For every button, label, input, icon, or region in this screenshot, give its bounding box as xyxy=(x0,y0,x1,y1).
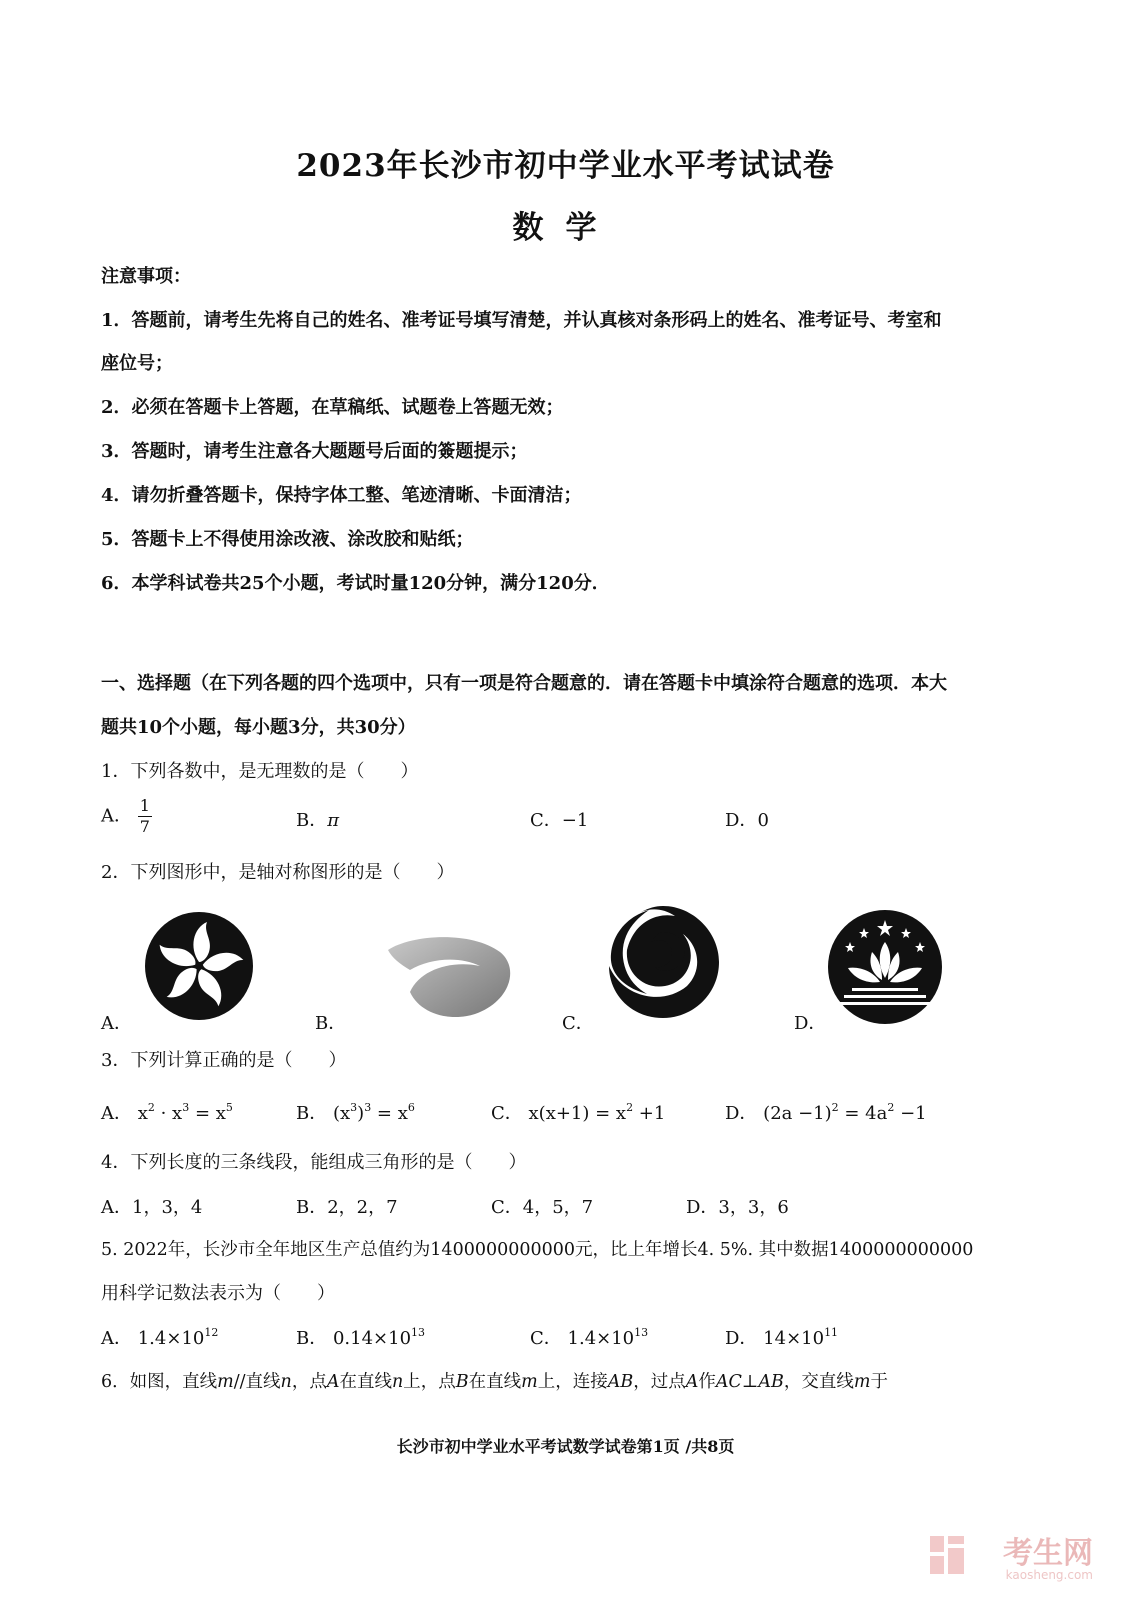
expr-part: ) xyxy=(357,1103,365,1124)
section-heading-cont: 题共10个小题，每小题3分，共30分） xyxy=(101,717,416,738)
expr-part: 0.14×10 xyxy=(332,1328,412,1349)
exponent: 6 xyxy=(407,1101,415,1114)
q3-option-b xyxy=(296,1099,415,1125)
expr-part: · x xyxy=(154,1103,183,1124)
hongkong-bauhinia-emblem-icon xyxy=(143,910,255,1022)
notice-item: 4．请勿折叠答题卡，保持字体工整、笔迹清晰、卡面清洁； xyxy=(101,485,582,506)
question-5-stem: 5. 2022年，长沙市全年地区生产总值约为1400000000000元，比上年增长4. 5%. 其中数据1400000000000 xyxy=(101,1240,974,1260)
expr-part: x xyxy=(137,1103,148,1124)
q1-option-a xyxy=(101,796,152,837)
option-label: A． xyxy=(101,1328,132,1349)
watermark xyxy=(1003,1528,1093,1582)
math-var: m xyxy=(521,1372,538,1392)
math-var: m xyxy=(853,1372,871,1392)
fraction xyxy=(138,796,152,837)
expr-part: = x xyxy=(189,1103,226,1124)
notice-item: 3．答题时，请考生注意各大题题号后面的簽题提示； xyxy=(101,441,528,462)
watermark-logo-icon xyxy=(928,1534,966,1576)
q3-option-d xyxy=(725,1099,927,1125)
q5-option-d xyxy=(725,1324,838,1350)
option-label: D． xyxy=(725,1103,758,1124)
q2-option-b-label: B． xyxy=(315,1013,347,1034)
question-4-stem: 4．下列长度的三条线段，能组成三角形的是（ ） xyxy=(101,1152,527,1173)
swirl-logo-icon xyxy=(603,902,723,1022)
question-5-stem-cont: 用科学记数法表示为（ ） xyxy=(101,1283,335,1304)
option-label: B． xyxy=(296,1103,328,1124)
option-label: C． xyxy=(530,810,562,831)
exponent: 3 xyxy=(182,1101,190,1114)
math-var: A xyxy=(326,1372,340,1392)
math-var: AC xyxy=(715,1372,742,1392)
fraction-denominator: 7 xyxy=(139,817,150,836)
option-label: D． xyxy=(725,810,758,831)
text-part: 作 xyxy=(698,1372,716,1392)
q3-option-c xyxy=(491,1099,665,1125)
option-value: π xyxy=(327,810,340,831)
q4-option-c: C．4，5，7 xyxy=(491,1197,594,1218)
text-part: 上，点 xyxy=(403,1372,456,1392)
option-label: B． xyxy=(296,1328,328,1349)
text-part: 6．如图，直线 xyxy=(101,1372,218,1392)
question-2-stem: 2．下列图形中，是轴对称图形的是（ ） xyxy=(101,862,455,883)
exponent: 11 xyxy=(824,1326,839,1339)
option-label: A． xyxy=(101,805,132,827)
q4-option-d: D．3，3，6 xyxy=(686,1197,789,1218)
math-var: A xyxy=(685,1372,699,1392)
math-var: B xyxy=(455,1372,469,1392)
math-var: n xyxy=(391,1372,404,1392)
math-var: n xyxy=(280,1372,292,1392)
option-value: 0 xyxy=(757,810,769,831)
q3-option-a xyxy=(101,1099,233,1125)
text-part: 上，连接 xyxy=(537,1372,608,1392)
expr-part: = x xyxy=(371,1103,408,1124)
exponent: 2 xyxy=(626,1101,634,1114)
q1-option-d xyxy=(725,806,769,832)
question-3-stem: 3．下列计算正确的是（ ） xyxy=(101,1050,347,1071)
section-heading: 一、选择题（在下列各题的四个选项中，只有一项是符合题意的．请在答题卡中填涂符合题意的选项．本大 xyxy=(101,673,947,694)
q2-option-a-label: A． xyxy=(101,1013,132,1034)
q4-option-b: B．2，2，7 xyxy=(296,1197,398,1218)
text-part: 在直线 xyxy=(339,1372,392,1392)
fraction-numerator: 1 xyxy=(139,796,150,815)
text-part: ，过点 xyxy=(633,1372,686,1392)
text-part: 在直线 xyxy=(468,1372,522,1392)
q4-option-a: A．1，3，4 xyxy=(101,1197,203,1218)
option-label: C． xyxy=(530,1328,562,1349)
expr-part: 1.4×10 xyxy=(567,1328,635,1349)
notice-item: 座位号； xyxy=(101,353,173,374)
exponent: 2 xyxy=(147,1101,155,1114)
exponent: 2 xyxy=(887,1101,895,1114)
exponent: 3 xyxy=(350,1101,358,1114)
q2-option-c-label: C． xyxy=(562,1013,594,1034)
exponent: 12 xyxy=(204,1326,219,1339)
option-label: D． xyxy=(725,1328,758,1349)
q1-option-b xyxy=(296,806,339,832)
page-footer: 长沙市初中学业水平考试数学试卷第1页 /共8页 xyxy=(396,1437,735,1456)
macau-lotus-emblem-icon xyxy=(826,908,944,1026)
text-part: 于 xyxy=(870,1372,888,1392)
q5-option-c xyxy=(530,1324,648,1350)
option-label: B． xyxy=(296,810,328,831)
math-var: m xyxy=(217,1372,234,1392)
exponent: 13 xyxy=(411,1326,426,1339)
ring-shape-icon xyxy=(380,930,515,1020)
expr-part: +1 xyxy=(633,1103,666,1124)
watermark-brand: 考生网 xyxy=(1003,1536,1093,1571)
exponent: 5 xyxy=(225,1101,233,1114)
exam-title: 2023年长沙市初中学业水平考试试卷 xyxy=(296,148,835,184)
notice-item: 6．本学科试卷共25个小题，考试时量120分钟，满分120分． xyxy=(101,573,610,594)
text-part: ⊥ xyxy=(741,1372,759,1392)
notice-item: 1．答题前，请考生先将自己的姓名、准考证号填写清楚，并认真核对条形码上的姓名、准考证号、考室和 xyxy=(101,310,942,331)
math-var: AB xyxy=(607,1372,634,1392)
expr-part: 14×10 xyxy=(763,1328,825,1349)
exponent: 3 xyxy=(364,1101,372,1114)
text-part: ，交直线 xyxy=(783,1372,854,1392)
subject-title: 数学 xyxy=(512,210,619,246)
notice-heading: 注意事项： xyxy=(101,266,191,287)
text-part: ，点 xyxy=(291,1372,327,1392)
question-1-stem: 1．下列各数中，是无理数的是（ ） xyxy=(101,761,419,782)
expr-part: −1 xyxy=(894,1103,927,1124)
q5-option-b xyxy=(296,1324,425,1350)
q5-option-a xyxy=(101,1324,218,1350)
expr-part: (2a −1) xyxy=(763,1103,832,1124)
watermark-site: kaosheng.com xyxy=(1005,1568,1093,1582)
expr-part: 1.4×10 xyxy=(137,1328,205,1349)
math-var: AB xyxy=(758,1372,784,1392)
option-label: C． xyxy=(491,1103,523,1124)
exponent: 13 xyxy=(634,1326,649,1339)
exponent: 2 xyxy=(831,1101,839,1114)
expr-part: x(x+1) = x xyxy=(528,1103,627,1124)
option-label: A． xyxy=(101,1103,132,1124)
expr-part: (x xyxy=(332,1103,351,1124)
notice-item: 5．答题卡上不得使用涂改液、涂改胶和贴纸； xyxy=(101,529,474,550)
option-value: −1 xyxy=(561,810,589,831)
q2-option-d-label: D． xyxy=(794,1013,827,1034)
question-6-stem xyxy=(101,1368,888,1393)
expr-part: = 4a xyxy=(838,1103,888,1124)
text-part: //直线 xyxy=(233,1372,281,1392)
q1-option-c xyxy=(530,806,588,832)
notice-item: 2．必须在答题卡上答题，在草稿纸、试题卷上答题无效； xyxy=(101,397,564,418)
